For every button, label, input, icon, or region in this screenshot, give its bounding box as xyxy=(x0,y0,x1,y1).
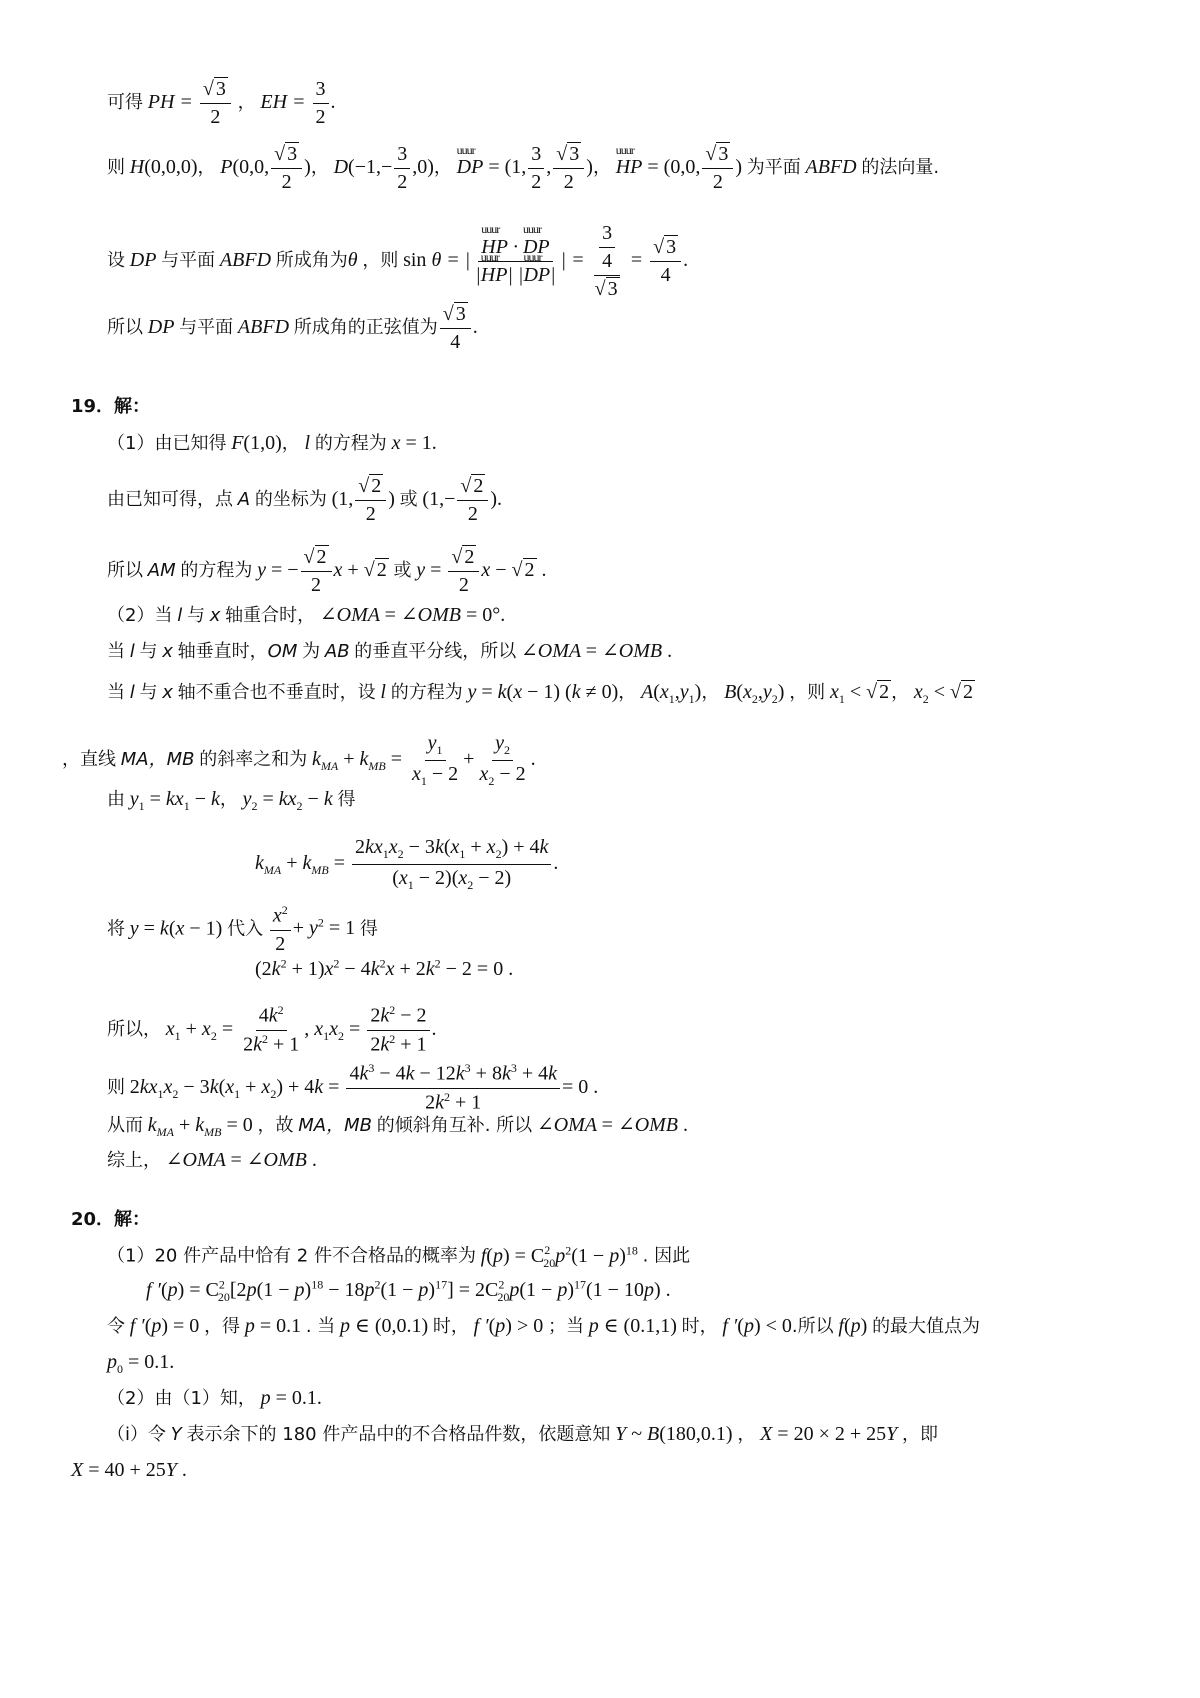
math-h: H(0,0,0) xyxy=(129,156,198,179)
section-19-heading: 19．解： xyxy=(71,396,151,417)
line-19-summary: 综上， ∠OMA = ∠OMB . xyxy=(107,1149,317,1171)
line-20-critical-point: 令 f ′(p) = 0 ，得 p = 0.1 . 当 p ∈ (0,0.1) 时， f ′(p) > 0 ；当 p ∈ (0.1,1) 时， f ′(p) < 0.所以 f(p) 的最大值点为 xyxy=(107,1315,981,1337)
math-d: D(−1,− $\frac{3}{2}$ ,0) xyxy=(333,143,434,193)
line-19-perpendicular: 当 l 与 x 轴垂直时，OM 为 AB 的垂直平分线，所以 ∠OMA = ∠OMB . xyxy=(107,640,673,662)
line-19-1: （1）由已知得 F(1,0)， l 的方程为 x = 1. xyxy=(107,432,437,454)
line-20-2: （2）由（1）知， p = 0.1. xyxy=(107,1387,322,1409)
line-sin-theta: 设 DP 与平面 ABFD 所成角为θ ，则 sin θ = | uuur $\frac{\text{HP · uuur DP}}{\text{|uuur HP| |uuur DP|}}$ | = $\frac{\frac{3}{4}}{√ 3}$ = $\frac{√ 3}{4}$ . xyxy=(107,222,688,301)
line-ph-eh: 可得 PH = $\frac{√ 3}{2}$ ， EH = $\frac{3}{2}$ . xyxy=(107,78,336,128)
line-coordinates: 则 H(0,0,0)， P(0,0, $\frac{√ 3}{2}$ )， D(−1,− $\frac{3}{2}$ ,0)， uuur DP = (1, $\frac{3}{2}$ , $\frac{√ 3}{2}$ )， uuur HP = (0,0, $\frac{√ 3}{2}$ ) 为平面 ABFD 的法向量. xyxy=(107,143,939,194)
line-19-2: （2）当 l 与 x 轴重合时， ∠OMA = ∠OMB = 0°. xyxy=(107,604,506,626)
line-19-slope-expanded: $k_{MA} + k_{MB}$ = $\frac{2kx_1x_2 - 3k(x_1 + x_2) + 4k}{(x_1 - 2)(x_2 - 2)}$ . xyxy=(255,836,559,892)
line-19-slope-sum: ，直线 MA，MB 的斜率之和为 $k_{MA} + k_{MB}$ = $\frac{y_1}{x_1 - 2}$ + $\frac{y_2}{x_2 - 2}$ . xyxy=(62,732,536,788)
math-vec-dp: uuur DP = (1, $\frac{3}{2}$ , $\frac{√ 3}{2}$ ) xyxy=(457,156,593,178)
math-vec-hp: uuur HP = (0,0, $\frac{√ 3}{2}$ ) xyxy=(616,156,742,178)
line-20-derivative: f $'(p) = C^2_{20}[2p(1 - p)^{18} - 18p^2(1 - p)^{17}] = 2C^2_{20}p(1 - p)^{17}(1 - 10p)$ . xyxy=(146,1277,671,1304)
line-20-p0: $p_0 = 0.1$. xyxy=(107,1351,175,1376)
line-19-numerator-zero: 则 $2kx_1x_2 - 3k(x_1 + x_2) + 4k$ = $\frac{4k^3 - 4k - 12k^3 + 8k^3 + 4k}{2k^2 + 1}$ = 0 . xyxy=(107,1061,599,1114)
line-19-am-equation: 所以 AM 的方程为 y = − $\frac{√ 2}{2}$ x + √ 2 或 y = $\frac{√ 2}{2}$ x − √ 2 . xyxy=(107,546,547,596)
line-20-x-expression: X = 40 + 25Y . xyxy=(71,1459,187,1481)
math-eh: EH = $\frac{3}{2}$ xyxy=(260,91,330,113)
line-19-point-a: 由已知可得，点 A 的坐标为 (1, $\frac{√ 2}{2}$ ) 或 (1,− $\frac{√ 2}{2}$ ). xyxy=(107,475,503,525)
line-19-general-case: 当 l 与 x 轴不重合也不垂直时，设 l 的方程为 y = k(x − 1) (k ≠ 0)， $A(x_1,y_1)$， $B(x_2,y_2)$ ，则 $x_1$ < √ 2 ， $x_2$ < √ 2 xyxy=(107,681,973,706)
math-ph: PH = $\frac{√ 3}{2}$ xyxy=(148,91,233,113)
line-sine-result: 所以 DP 与平面 ABFD 所成角的正弦值为 $\frac{√ 3}{4}$ . xyxy=(107,303,478,353)
math-sin-theta: sin θ = | uuur $\frac{\text{HP · uuur DP}}{\text{|uuur HP| |uuur DP|}}$ | = $\frac{\frac{3}{4}}{√ 3}$ = $\frac{√ 3}{4}$ . xyxy=(403,249,688,271)
line-20-1: （1）20 件产品中恰有 2 件不合格品的概率为 $f(p) = C^2_{20}p^2(1 - p)^{18}$ . 因此 xyxy=(107,1243,691,1270)
line-19-quadratic: $(2k^2 + 1)x^2 - 4k^2x + 2k^2 - 2 = 0$ . xyxy=(255,956,514,980)
line-20-i: （ⅰ）令 Y 表示余下的 180 件产品中的不合格品件数，依题意知 Y ~ B(180,0.1) ， X = 20 × 2 + 25Y ，即 xyxy=(107,1423,939,1445)
line-19-vieta: 所以， $x_1 + x_2$ = $\frac{4k^2}{2k^2 + 1}$ , $x_1x_2$ = $\frac{2k^2 - 2}{2k^2 + 1}$ . xyxy=(107,1003,437,1056)
line-19-substitute-ellipse: 将 y = k(x − 1) 代入 $\frac{x^2}{2}$ + $y^2 = 1$ 得 xyxy=(107,903,378,955)
math-p: P(0,0, $\frac{√ 3}{2}$ ) xyxy=(220,143,311,193)
line-19-conclusion: 从而 $k_{MA} + k_{MB} = 0$ ，故 MA，MB 的倾斜角互补. 所以 ∠OMA = ∠OMB . xyxy=(107,1114,689,1139)
line-19-substitute-y: 由 $y_1 = kx_1 - k$， $y_2 = kx_2 - k$ 得 xyxy=(107,788,356,813)
section-20-heading: 20．解： xyxy=(71,1209,151,1230)
